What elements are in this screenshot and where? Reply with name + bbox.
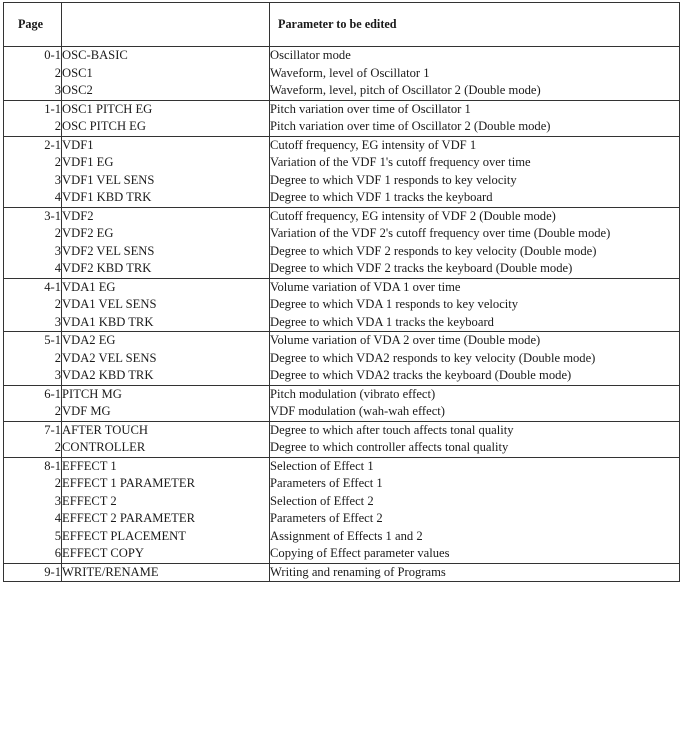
cell-page-name [62, 457, 270, 563]
page-number: 3 [54, 83, 61, 97]
page-name: VDF2 [62, 208, 94, 223]
parameter-description: Parameters of Effect 1 [270, 476, 383, 490]
page-number: 3 [54, 243, 61, 258]
cell-page-number [4, 47, 62, 101]
cell-parameter-description [270, 421, 680, 457]
page-number: 2-1 [44, 137, 61, 152]
page-name: OSC PITCH EG [62, 119, 146, 133]
table-row [4, 136, 680, 207]
table-row [4, 563, 680, 582]
page-number: 5-1 [44, 333, 61, 347]
cell-page-name [62, 100, 270, 136]
parameter-description: Selection of Effect 1 [270, 458, 374, 473]
page-number: 4 [54, 511, 61, 525]
header-row [4, 3, 680, 47]
cell-page-number [4, 136, 62, 207]
page-name: VDF2 EG [62, 226, 114, 240]
table-row [4, 332, 680, 386]
page-number: 2 [54, 404, 61, 418]
parameter-description: Parameters of Effect 2 [270, 511, 383, 525]
page-name: VDF1 EG [62, 155, 114, 169]
table-header [4, 3, 680, 47]
cell-parameter-description [270, 278, 680, 332]
parameter-description: Degree to which VDA2 responds to key velocity (Double mode) [270, 350, 596, 365]
parameter-description: Cutoff frequency, EG intensity of VDF 2 (Double mode) [270, 208, 556, 223]
page-number: 3-1 [44, 208, 61, 223]
page-number: 3 [54, 172, 61, 187]
cell-page-number [4, 563, 62, 582]
page-number: 3 [54, 368, 61, 382]
parameter-description: Degree to which VDF 2 tracks the keyboard (Double mode) [270, 261, 573, 275]
header-parameter-to-be-edited: Parameter to be edited [270, 3, 680, 47]
parameter-description: Pitch variation over time of Oscillator 1 [270, 101, 471, 116]
cell-parameter-description [270, 332, 680, 386]
cell-page-name [62, 47, 270, 101]
table-body [4, 47, 680, 582]
parameter-description: Selection of Effect 2 [270, 493, 374, 508]
parameter-description: Degree to which VDA2 tracks the keyboard (Double mode) [270, 368, 572, 382]
page-name: VDA2 EG [62, 333, 116, 347]
cell-page-name [62, 332, 270, 386]
page-number: 5 [54, 528, 61, 543]
parameter-description: Writing and renaming of Programs [270, 564, 446, 579]
page-number: 4 [54, 261, 61, 275]
cell-page-number [4, 421, 62, 457]
page-number: 9-1 [44, 564, 61, 579]
page-name: EFFECT 2 PARAMETER [62, 511, 195, 525]
page-number: 4 [54, 190, 61, 204]
page-name: AFTER TOUCH [62, 422, 148, 437]
page-number: 3 [54, 314, 61, 329]
table-row [4, 385, 680, 421]
cell-page-name [62, 421, 270, 457]
page-name: EFFECT 2 [62, 493, 117, 508]
page-number: 7-1 [44, 422, 61, 437]
header-page: Page [4, 3, 62, 47]
page-name: VDA1 VEL SENS [62, 297, 157, 311]
header-name [62, 3, 270, 47]
page-number: 2 [54, 65, 61, 80]
page-name: EFFECT COPY [62, 546, 145, 560]
page-name: CONTROLLER [62, 440, 146, 454]
page-name: VDA2 VEL SENS [62, 350, 157, 365]
parameter-description: Waveform, level, pitch of Oscillator 2 (Double mode) [270, 83, 541, 97]
parameter-description: Degree to which VDA 1 responds to key velocity [270, 297, 519, 311]
cell-page-name [62, 563, 270, 582]
parameter-description: Assignment of Effects 1 and 2 [270, 528, 423, 543]
page-name: VDA2 KBD TRK [62, 368, 154, 382]
page-number: 2 [54, 440, 61, 454]
page-number: 3 [54, 493, 61, 508]
cell-page-name [62, 278, 270, 332]
page-number: 6 [54, 546, 61, 560]
parameter-description: Volume variation of VDA 2 over time (Double mode) [270, 333, 541, 347]
parameter-description: Degree to which after touch affects tonal quality [270, 422, 514, 437]
page-number: 2 [54, 226, 61, 240]
page-name: VDF1 [62, 137, 94, 152]
page-number: 1-1 [44, 101, 61, 116]
page-name: EFFECT PLACEMENT [62, 528, 186, 543]
cell-parameter-description [270, 136, 680, 207]
page-number: 2 [54, 350, 61, 365]
page-number: 2 [54, 297, 61, 311]
page-name: VDA1 KBD TRK [62, 314, 154, 329]
page-number: 2 [54, 476, 61, 490]
table-row [4, 207, 680, 278]
page-number: 2 [54, 155, 61, 169]
parameter-description: VDF modulation (wah-wah effect) [270, 404, 445, 418]
parameter-description: Variation of the VDF 1's cutoff frequency over time [270, 155, 531, 169]
page-name: OSC1 [62, 65, 93, 80]
parameter-description: Degree to which VDF 1 tracks the keyboard [270, 190, 493, 204]
cell-page-number [4, 385, 62, 421]
page-name: VDF MG [62, 404, 111, 418]
cell-page-number [4, 332, 62, 386]
page-number: 2 [54, 119, 61, 133]
parameter-description: Variation of the VDF 2's cutoff frequency over time (Double mode) [270, 226, 611, 240]
parameter-description: Copying of Effect parameter values [270, 546, 450, 560]
cell-page-number [4, 278, 62, 332]
page-number: 8-1 [44, 458, 61, 473]
page-name: VDF1 KBD TRK [62, 190, 152, 204]
page-name: VDF2 KBD TRK [62, 261, 152, 275]
table-row [4, 100, 680, 136]
parameter-description: Pitch variation over time of Oscillator 2 (Double mode) [270, 119, 551, 133]
parameter-description: Volume variation of VDA 1 over time [270, 279, 461, 294]
page-name: VDF1 VEL SENS [62, 172, 155, 187]
cell-page-number [4, 207, 62, 278]
table-row [4, 457, 680, 563]
page-name: PITCH MG [62, 386, 122, 401]
parameter-description: Waveform, level of Oscillator 1 [270, 65, 430, 80]
parameter-description: Degree to which VDF 1 responds to key velocity [270, 172, 517, 187]
page-number: 4-1 [44, 279, 61, 294]
page-name: OSC2 [62, 83, 93, 97]
page-name: OSC1 PITCH EG [62, 101, 153, 116]
table-row [4, 278, 680, 332]
table-row [4, 421, 680, 457]
cell-page-name [62, 207, 270, 278]
cell-parameter-description [270, 457, 680, 563]
parameter-description: Oscillator mode [270, 48, 351, 62]
parameter-description: Degree to which VDA 1 tracks the keyboard [270, 314, 494, 329]
cell-page-name [62, 385, 270, 421]
page-name: VDA1 EG [62, 279, 116, 294]
page-name: EFFECT 1 PARAMETER [62, 476, 195, 490]
cell-parameter-description [270, 47, 680, 101]
page-name: OSC-BASIC [62, 48, 128, 62]
cell-page-number [4, 457, 62, 563]
parameter-description: Cutoff frequency, EG intensity of VDF 1 [270, 137, 477, 152]
page-number: 0-1 [44, 48, 61, 62]
parameter-description: Pitch modulation (vibrato effect) [270, 386, 436, 401]
cell-parameter-description [270, 563, 680, 582]
page-name: WRITE/RENAME [62, 564, 159, 579]
cell-parameter-description [270, 100, 680, 136]
cell-page-number [4, 100, 62, 136]
page-name: VDF2 VEL SENS [62, 243, 155, 258]
cell-parameter-description [270, 207, 680, 278]
cell-page-name [62, 136, 270, 207]
page-number: 6-1 [44, 386, 61, 401]
cell-parameter-description [270, 385, 680, 421]
page-name: EFFECT 1 [62, 458, 117, 473]
parameter-description: Degree to which controller affects tonal quality [270, 440, 509, 454]
table-row [4, 47, 680, 101]
parameter-document [3, 2, 679, 728]
parameter-description: Degree to which VDF 2 responds to key velocity (Double mode) [270, 243, 597, 258]
parameter-table [3, 2, 680, 582]
